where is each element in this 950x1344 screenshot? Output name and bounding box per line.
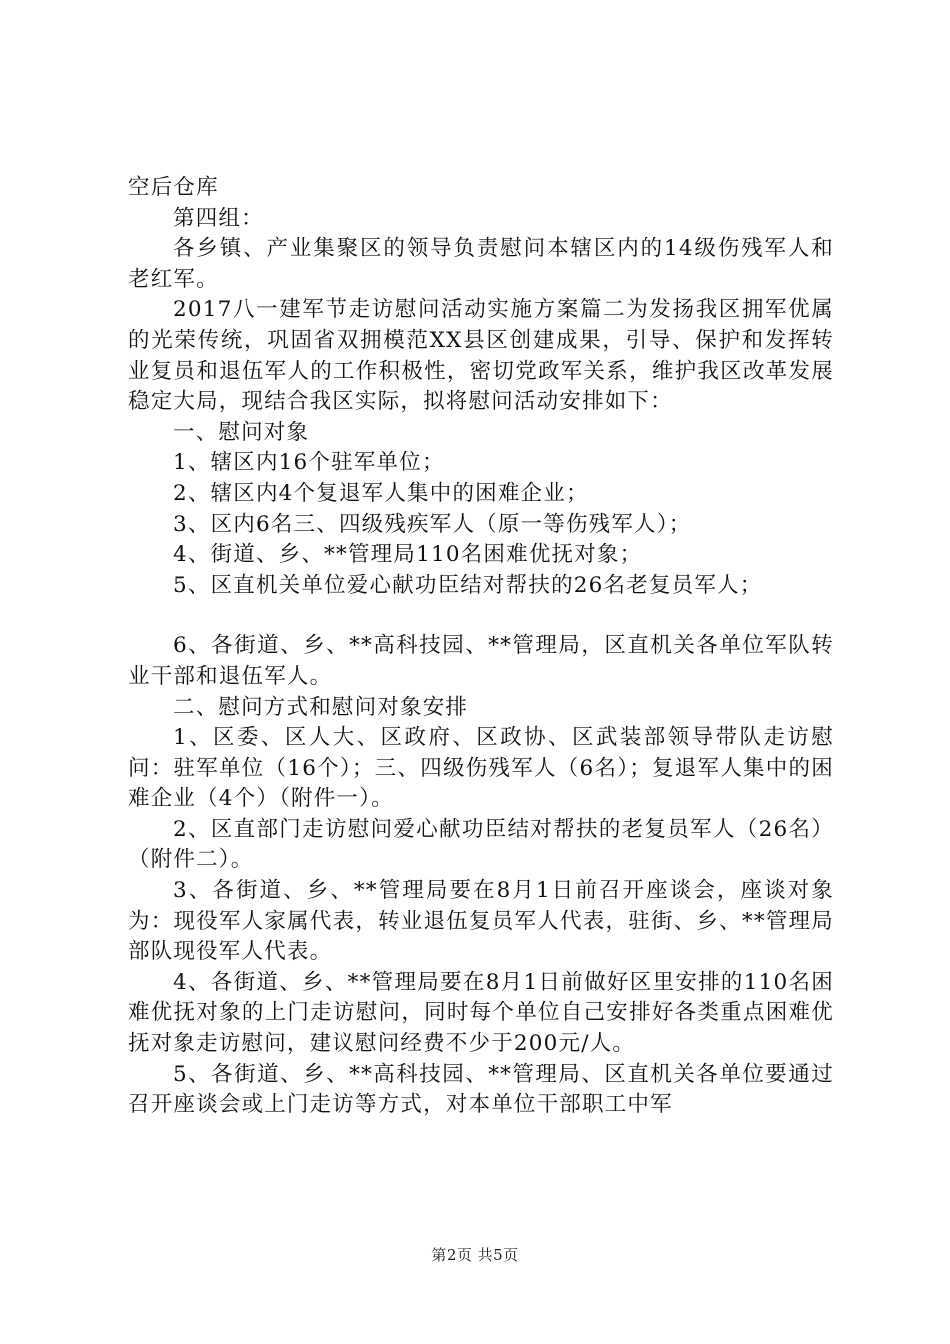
list-item: 2、区直部门走访慰问爱心献功臣结对帮扶的老复员军人（26名）（附件二）。: [128, 816, 834, 873]
list-item: 4、街道、乡、**管理局110名困难优抚对象；: [173, 542, 643, 568]
list-item: 3、各街道、乡、**管理局要在8月1日前召开座谈会，座谈对象为：现役军人家属代表，转业退伍复员军人代表，驻街、乡、**管理局部队现役军人代表。: [128, 878, 834, 965]
paragraph-group-four: 第四组：: [173, 205, 264, 231]
list-item: 3、区内6名三、四级残疾军人（原一等伤残军人）；: [173, 511, 692, 537]
list-item: 6、各街道、乡、**高科技园、**管理局，区直机关各单位军队转业干部和退伍军人。: [128, 633, 834, 689]
paragraph-plan-intro: 2017八一建军节走访慰问活动实施方案篇二为发扬我区拥军优属的光荣传统，巩固省双拥模范XX县区创建成果，引导、保护和发挥转业复员和退伍军人的工作积极性，密切党政军关系，维护我区改革发展稳定大局，现结合我区实际，拟将慰问活动安排如下：: [128, 297, 834, 415]
page-number-footer: 第2页 共5页: [431, 1246, 519, 1264]
list-item: 5、区直机关单位爱心献功臣结对帮扶的26名老复员军人；: [173, 572, 763, 598]
list-item: 1、区委、区人大、区政府、区政协、区武装部领导带队走访慰问：驻军单位（16个）；三、四级伤残军人（6名）；复退军人集中的困难企业（4个）（附件一）。: [128, 725, 834, 812]
list-item: 5、各街道、乡、**高科技园、**管理局、区直机关各单位要通过召开座谈会或上门走访等方式，对本单位干部职工中军: [128, 1061, 834, 1118]
list-item: 1、辖区内16个驻军单位；: [173, 450, 445, 476]
list-item: 4、各街道、乡、**管理局要在8月1日前做好区里安排的110名困难优抚对象的上门走访慰问，同时每个单位自己安排好各类重点困难优抚对象走访慰问，建议慰问经费不少于200元/人。: [128, 969, 834, 1057]
document-body: [128, 173, 834, 1121]
section-heading-targets: 一、慰问对象: [173, 419, 310, 445]
list-item: 2、辖区内4个复退军人集中的困难企业；: [173, 480, 589, 506]
section-heading-arrangement: 二、慰问方式和慰问对象安排: [173, 694, 469, 720]
paragraph-location: 空后仓库: [128, 175, 219, 200]
paragraph-group-four-detail: 各乡镇、产业集聚区的领导负责慰问本辖区内的14级伤残军人和老红军。: [128, 236, 834, 292]
paragraph-spacer: [128, 601, 834, 631]
